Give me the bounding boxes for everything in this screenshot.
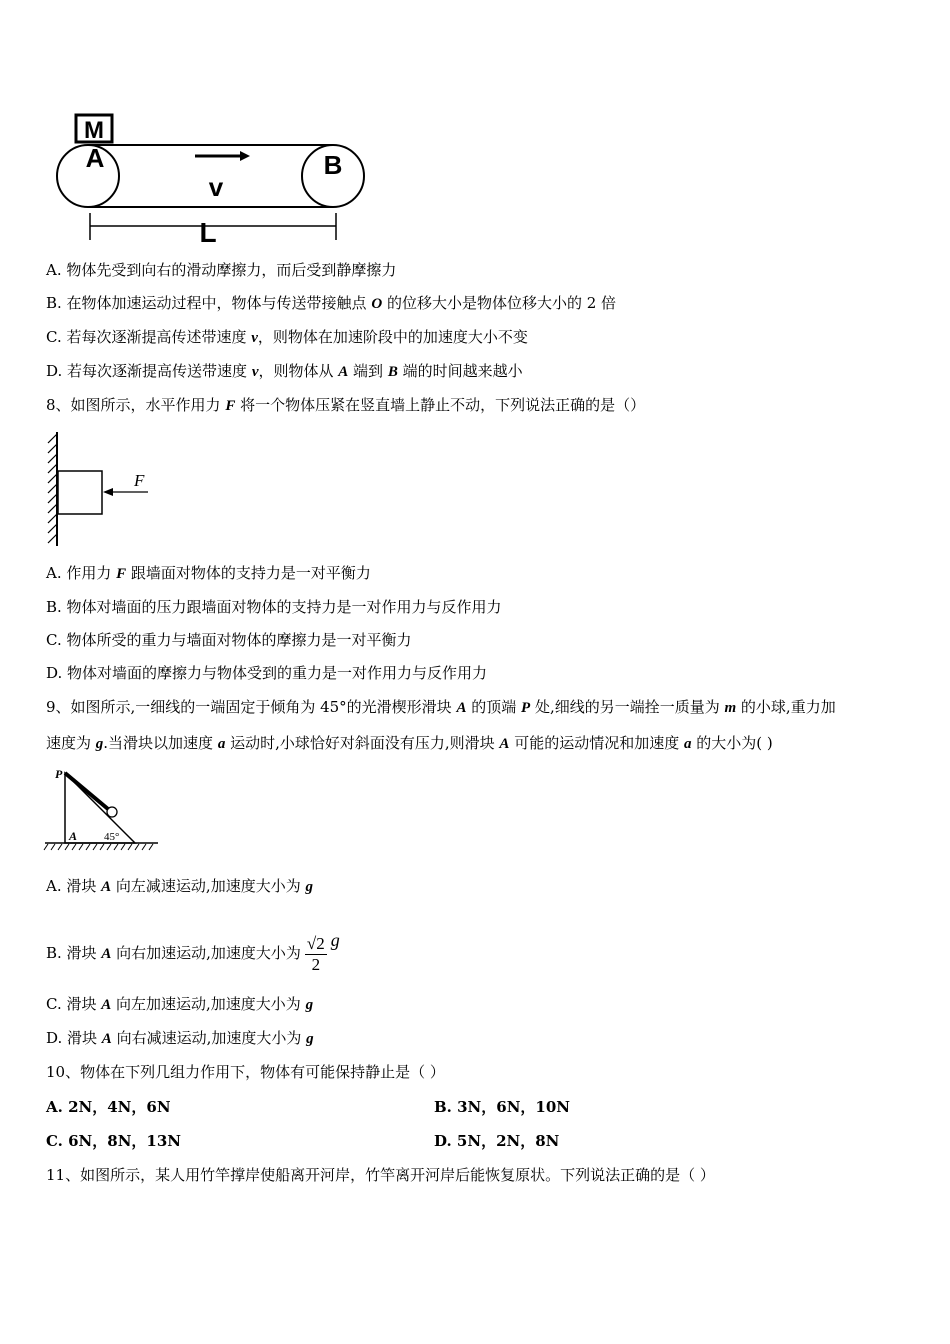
block-m-label: M xyxy=(84,117,104,144)
force-arrowhead xyxy=(103,488,113,496)
q10-stem: 10、物体在下列几组力作用下，物体有可能保持静止是（ ） xyxy=(46,1063,445,1081)
q9-option-c: C. 滑块 A 向左加速运动,加速度大小为 g xyxy=(46,995,314,1013)
q7-option-a: A. 物体先受到向右的滑动摩擦力，而后受到静摩擦力 xyxy=(46,261,397,279)
q9-option-b: B. 滑块 A 向右加速运动,加速度大小为 $\frac{√2}{2}$ g xyxy=(46,930,340,974)
pressed-block xyxy=(58,471,102,514)
fraction-sqrt2-over-2: $\frac{√2}{2}$ xyxy=(306,933,325,974)
velocity-label: v xyxy=(208,172,224,202)
wedge-figure xyxy=(40,763,165,853)
q9-option-d: D. 滑块 A 向右减速运动,加速度大小为 g xyxy=(46,1029,314,1047)
q8-stem: 8、如图所示，水平作用力 F 将一个物体压紧在竖直墙上静止不动，下列说法正确的是（） xyxy=(46,396,646,414)
conveyor-belt-figure xyxy=(50,110,380,250)
q9-stem-line2: 速度为 g.当滑块以加速度 a 运动时,小球恰好对斜面没有压力,则滑块 A 可能的运动情况和加速度 a 的大小为( ) xyxy=(46,734,773,752)
point-p-label: P xyxy=(55,767,63,781)
q7-option-b: B. 在物体加速运动过程中，物体与传送带接触点 O 的位移大小是物体位移大小的 2 倍 xyxy=(46,294,617,312)
q7-option-d: D. 若每次逐渐提高传送带速度 v，则物体从 A 端到 B 端的时间越来越小 xyxy=(46,362,523,380)
wedge-a-label: A xyxy=(69,829,78,843)
wall-force-figure xyxy=(40,428,170,550)
q11-stem: 11、如图所示，某人用竹竿撑岸使船离开河岸，竹竿离开河岸后能恢复原状。下列说法正确的是（ ） xyxy=(46,1166,715,1184)
q10-option-a: A. 2N，4N，6N xyxy=(46,1098,171,1116)
angle-label: 45° xyxy=(104,831,120,843)
q8-option-a: A. 作用力 F 跟墙面对物体的支持力是一对平衡力 xyxy=(46,564,371,582)
force-label: F xyxy=(134,471,145,490)
q8-option-c: C. 物体所受的重力与墙面对物体的摩擦力是一对平衡力 xyxy=(46,631,412,649)
velocity-arrowhead xyxy=(240,151,250,161)
q7-option-c: C. 若每次逐渐提高传述带速度 v，则物体在加速阶段中的加速度大小不变 xyxy=(46,328,528,346)
q10-option-c: C. 6N，8N，13N xyxy=(46,1132,182,1150)
q9-stem-line1: 9、如图所示,一细线的一端固定于倾角为 45°的光滑楔形滑块 A 的顶端 P 处,细线的另一端拴一质量为 m 的小球,重力加 xyxy=(46,698,836,716)
pulley-b-label: B xyxy=(323,150,343,180)
ball xyxy=(107,807,117,817)
q10-option-d: D. 5N，2N，8N xyxy=(434,1132,560,1150)
wall-hatching xyxy=(48,434,57,543)
length-label: L xyxy=(199,217,217,248)
pulley-a-label: A xyxy=(85,143,105,173)
ground-hatching xyxy=(44,844,153,850)
q8-option-d: D. 物体对墙面的摩擦力与物体受到的重力是一对作用力与反作用力 xyxy=(46,664,488,682)
q9-option-a: A. 滑块 A 向左减速运动,加速度大小为 g xyxy=(46,877,313,895)
q10-option-b: B. 3N，6N，10N xyxy=(434,1098,571,1116)
string xyxy=(65,773,108,809)
q8-option-b: B. 物体对墙面的压力跟墙面对物体的支持力是一对作用力与反作用力 xyxy=(46,598,502,616)
